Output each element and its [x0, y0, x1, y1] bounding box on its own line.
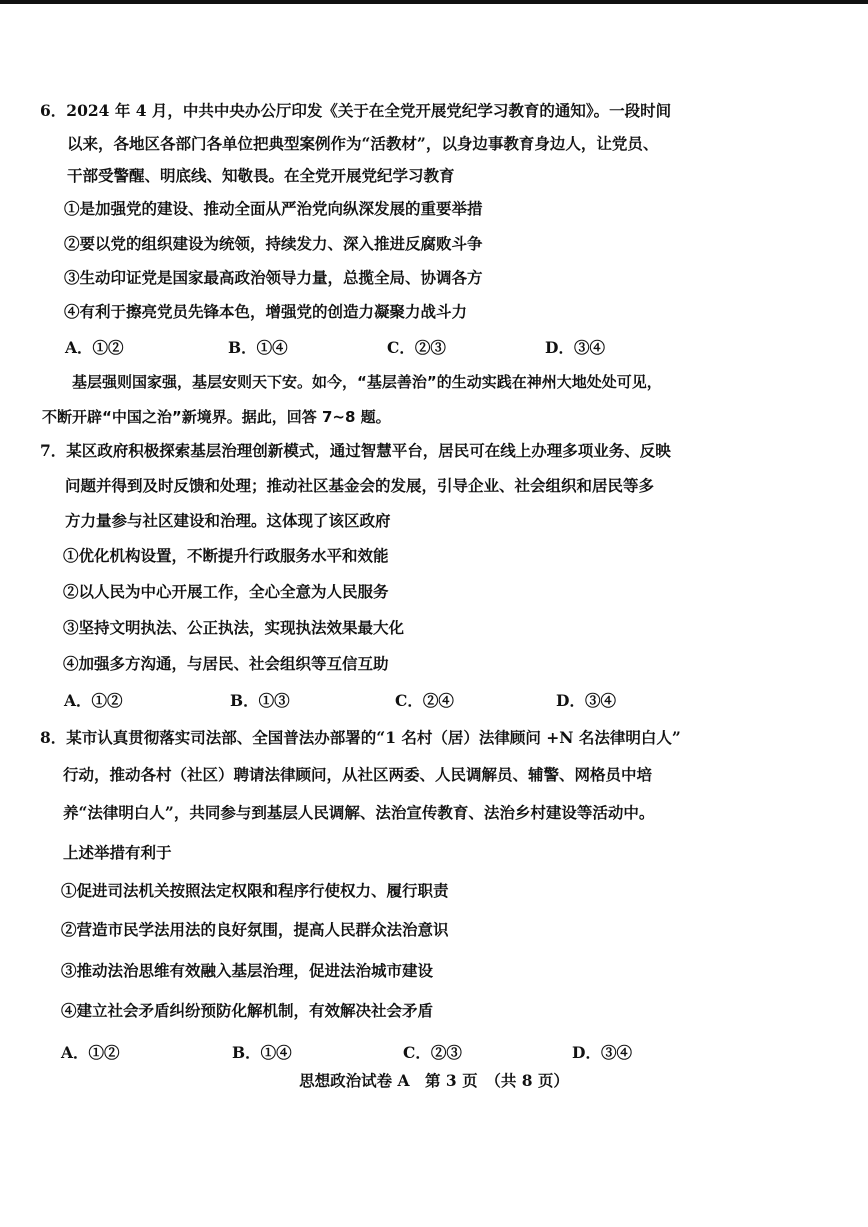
q6-stem-line: 以来，各地区各部门各单位把典型案例作为“活教材”，以身边事教育身边人，让党员、 — [67, 134, 659, 153]
option-c[interactable]: C．②③ — [403, 1043, 462, 1062]
q7-item: ②以人民为中心开展工作，全心全意为人民服务 — [63, 582, 389, 601]
option-c[interactable]: C．②④ — [395, 691, 454, 710]
material-line: 基层强则国家强，基层安则天下安。如今，“基层善治”的生动实践在神州大地处处可见， — [72, 373, 662, 391]
scan-top-border — [0, 0, 868, 4]
q7-item: ③坚持文明执法、公正执法，实现执法效果最大化 — [63, 618, 405, 637]
q7-stem-line: 方力量参与社区建设和治理。这体现了该区政府 — [65, 511, 391, 530]
page-footer: 思想政治试卷 A 第 3 页 （共 8 页） — [299, 1071, 569, 1090]
option-d[interactable]: D．③④ — [556, 691, 616, 710]
q8-item: ③推动法治思维有效融入基层治理，促进法治城市建设 — [61, 961, 434, 980]
q7-item: ④加强多方沟通，与居民、社会组织等互信互助 — [63, 654, 389, 673]
material-line: 不断开辟“中国之治”新境界。据此，回答 7~8 题。 — [42, 408, 391, 426]
q6-item: ①是加强党的建设、推动全面从严治党向纵深发展的重要举措 — [64, 199, 483, 218]
q7-item: ①优化机构设置，不断提升行政服务水平和效能 — [63, 546, 389, 565]
q7-stem-line: 问题并得到及时反馈和处理；推动社区基金会的发展，引导企业、社会组织和居民等多 — [65, 476, 655, 495]
option-d[interactable]: D．③④ — [572, 1043, 632, 1062]
q6-stem-line: 6．2024 年 4 月，中共中央办公厅印发《关于在全党开展党纪学习教育的通知》。一段时间 — [40, 101, 672, 120]
q8-stem-line: 8．某市认真贯彻落实司法部、全国普法办部署的“1 名村（居）法律顾问 +N 名法律明白人” — [40, 728, 681, 747]
option-b[interactable]: B．①④ — [232, 1043, 292, 1062]
option-a[interactable]: A．①② — [65, 338, 124, 357]
q6-item: ③生动印证党是国家最高政治领导力量，总揽全局、协调各方 — [64, 268, 483, 287]
option-a[interactable]: A．①② — [64, 691, 123, 710]
option-d[interactable]: D．③④ — [545, 338, 605, 357]
q6-item: ②要以党的组织建设为统领，持续发力、深入推进反腐败斗争 — [64, 234, 483, 253]
q7-options — [0, 691, 868, 711]
q8-item: ④建立社会矛盾纠纷预防化解机制，有效解决社会矛盾 — [61, 1001, 434, 1020]
option-a[interactable]: A．①② — [61, 1043, 120, 1062]
option-b[interactable]: B．①④ — [228, 338, 288, 357]
q8-stem-line: 养“法律明白人”，共同参与到基层人民调解、法治宣传教育、法治乡村建设等活动中。 — [63, 803, 655, 822]
q8-item: ②营造市民学法用法的良好氛围，提高人民群众法治意识 — [61, 920, 449, 939]
q8-item: ①促进司法机关按照法定权限和程序行使权力、履行职责 — [61, 881, 449, 900]
q8-stem-line: 上述举措有利于 — [63, 843, 172, 862]
q6-stem-line: 干部受警醒、明底线、知敬畏。在全党开展党纪学习教育 — [67, 166, 455, 185]
q7-stem-line: 7．某区政府积极探索基层治理创新模式，通过智慧平台，居民可在线上办理多项业务、反映 — [40, 441, 671, 460]
q6-item: ④有利于擦亮党员先锋本色，增强党的创造力凝聚力战斗力 — [64, 302, 468, 321]
option-b[interactable]: B．①③ — [230, 691, 290, 710]
option-c[interactable]: C．②③ — [387, 338, 446, 357]
q6-options — [0, 338, 868, 358]
q8-stem-line: 行动，推动各村（社区）聘请法律顾问，从社区两委、人民调解员、辅警、网格员中培 — [63, 765, 653, 784]
q8-options — [0, 1043, 868, 1063]
